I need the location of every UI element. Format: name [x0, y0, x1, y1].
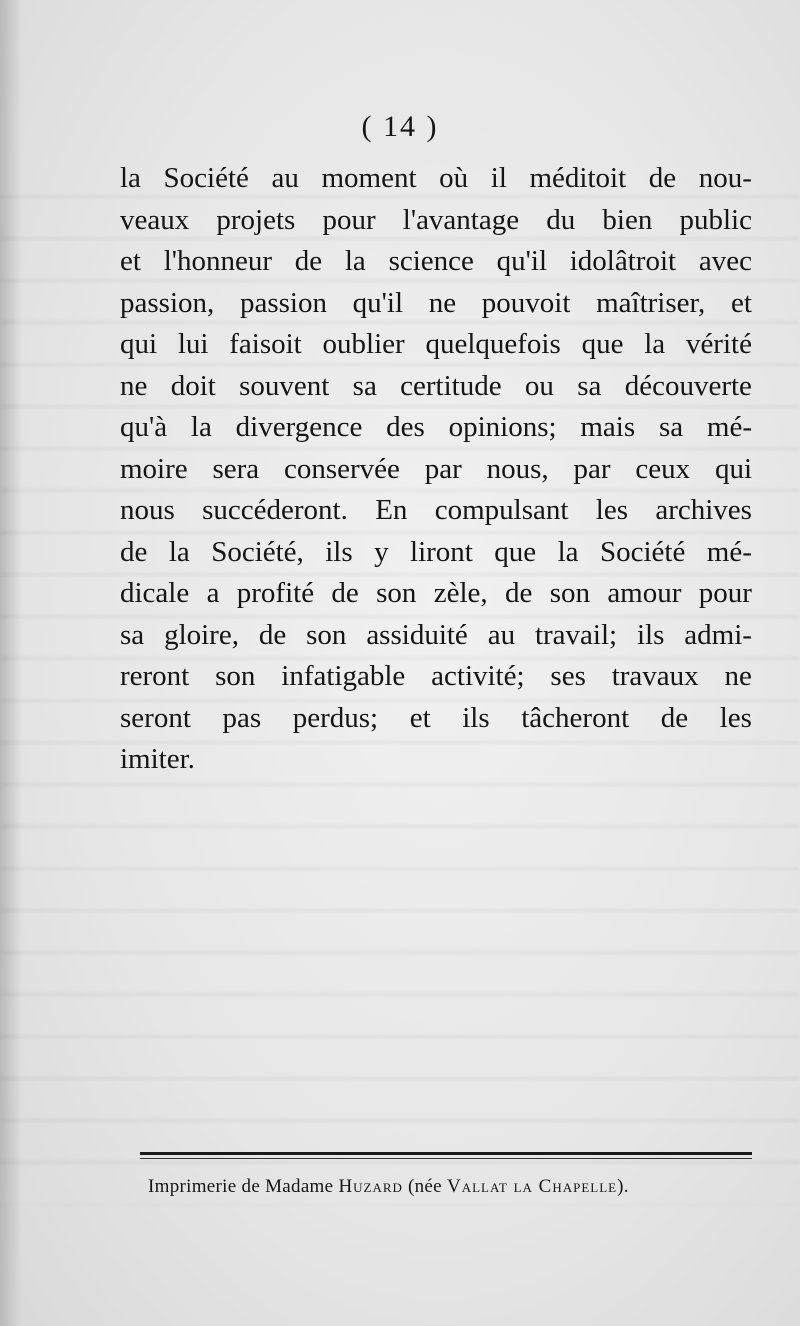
word: divergence [235, 411, 363, 443]
word: qu'il [496, 245, 547, 277]
word: qu'il [352, 286, 403, 319]
word: sa [120, 618, 145, 651]
word: souvent [239, 369, 330, 402]
word: perdus; [292, 701, 379, 734]
word: moment [321, 162, 417, 194]
word: infatigable [281, 660, 406, 692]
word: quelquefois [425, 328, 561, 360]
word: la [168, 535, 190, 568]
word: assiduité [366, 618, 468, 651]
text-line [120, 698, 752, 740]
word: son [549, 577, 590, 609]
word: sa [658, 411, 684, 443]
word: nous [120, 494, 175, 526]
word: compulsant [434, 494, 569, 526]
word: les [719, 701, 752, 734]
word: ils [325, 535, 353, 568]
text-line [120, 656, 752, 698]
imprint-paren-open: (née [408, 1176, 442, 1197]
word: reront [120, 660, 190, 692]
word: mé- [706, 411, 752, 443]
text-line [120, 366, 752, 408]
text-line [120, 241, 752, 283]
body-paragraph [120, 158, 752, 781]
word: méditoit [529, 162, 627, 194]
text-line [120, 739, 752, 781]
word: au [487, 618, 516, 651]
word: ou [524, 369, 554, 402]
word: de [648, 162, 677, 194]
word: ils [637, 618, 665, 651]
word: son [306, 618, 347, 651]
word: Société [163, 162, 249, 194]
word: certitude [400, 369, 502, 402]
imprint-printer-name: Huzard [338, 1176, 403, 1197]
word: Société, [211, 535, 304, 568]
word: liront [410, 535, 473, 568]
word: la [344, 245, 366, 277]
word: et [120, 245, 141, 277]
word: la [190, 411, 212, 443]
word: par [424, 452, 462, 485]
word: science [388, 245, 474, 277]
text-line [120, 490, 752, 532]
word: opinions; [448, 411, 557, 443]
word: mais [580, 411, 636, 443]
word: son [215, 660, 256, 692]
word: où [439, 162, 469, 194]
word: ne [724, 660, 752, 692]
word: que [494, 535, 537, 568]
word: a [206, 577, 220, 609]
word: lui [177, 328, 209, 360]
text-line [120, 158, 752, 200]
page-number: ( 14 ) [361, 110, 439, 143]
word: l'avantage [402, 203, 520, 236]
word: sa [577, 369, 602, 402]
word: nou- [698, 162, 752, 194]
word: la [120, 162, 141, 194]
word: activité; [431, 660, 525, 692]
word: que [581, 328, 624, 360]
text-line [120, 324, 752, 366]
word: projets [216, 203, 296, 236]
word: sa [352, 369, 377, 402]
word: veaux [120, 203, 190, 236]
word: qu'à [120, 411, 168, 443]
word: bien [602, 203, 653, 236]
footer-rule [140, 1152, 752, 1155]
word: sera [212, 452, 260, 485]
word: du [546, 203, 576, 236]
word: gloire, [164, 618, 239, 651]
text-line [120, 283, 752, 325]
word: de [660, 701, 689, 734]
word: passion [239, 286, 327, 319]
word: nous, [486, 452, 549, 485]
word: zèle, [433, 577, 488, 609]
word: de [294, 245, 323, 277]
word: et [409, 701, 431, 734]
word: succéderont. [202, 494, 348, 526]
word: découverte [624, 369, 752, 402]
word: conservée [284, 452, 400, 485]
imprint-maiden-name: Vallat la Chapelle [446, 1176, 618, 1197]
word: la [644, 328, 666, 360]
text-line [120, 200, 752, 242]
word: qui [714, 452, 752, 485]
word: pas [222, 701, 262, 734]
word: au [271, 162, 299, 194]
text-line [120, 532, 752, 574]
word: de [504, 577, 533, 609]
word: profité [236, 577, 315, 609]
word: l'honneur [163, 245, 272, 277]
text-line [120, 407, 752, 449]
word: Société [599, 535, 686, 568]
word: pouvoit [481, 286, 571, 319]
word: oublier [322, 328, 405, 360]
word: tâcheront [521, 701, 630, 734]
word: vérité [685, 328, 752, 360]
word: maîtriser, [596, 286, 706, 319]
word: de [120, 535, 148, 568]
word: dicale [120, 577, 190, 609]
word: y [374, 535, 389, 568]
word: par [573, 452, 611, 485]
word: archives [655, 494, 752, 526]
word: En [375, 494, 408, 526]
text-line [120, 573, 752, 615]
word: travail; [534, 618, 618, 651]
imprint-prefix: Imprimerie de Madame [148, 1176, 334, 1197]
word: moire [120, 452, 188, 485]
word: admi- [684, 618, 752, 651]
word: avec [698, 245, 752, 277]
word: les [595, 494, 628, 526]
word: de [331, 577, 359, 609]
word: faisoit [229, 328, 302, 360]
word: ne [120, 369, 148, 402]
word: et [730, 286, 752, 319]
word: idolâtroit [569, 245, 677, 277]
footer-rule-thin [140, 1158, 752, 1159]
word: passion, [120, 286, 215, 319]
printer-imprint [148, 1176, 629, 1198]
word: ceux [635, 452, 691, 485]
word: ses [550, 660, 586, 692]
word: public [679, 203, 752, 236]
word: amour [607, 577, 682, 609]
word: son [376, 577, 417, 609]
word: seront [120, 701, 191, 734]
word: imiter. [120, 743, 195, 775]
word: la [557, 535, 579, 568]
word: mé- [706, 535, 752, 568]
imprint-paren-close: ). [617, 1176, 629, 1197]
word: qui [120, 328, 158, 360]
word: il [490, 162, 507, 194]
word: pour [698, 577, 752, 609]
word: de [258, 618, 287, 651]
word: doit [170, 369, 216, 402]
text-line [120, 449, 752, 491]
word: ne [428, 286, 457, 319]
word: travaux [611, 660, 699, 692]
word: pour [322, 203, 376, 236]
word: des [386, 411, 425, 443]
text-line [120, 615, 752, 657]
word: ils [462, 701, 490, 734]
